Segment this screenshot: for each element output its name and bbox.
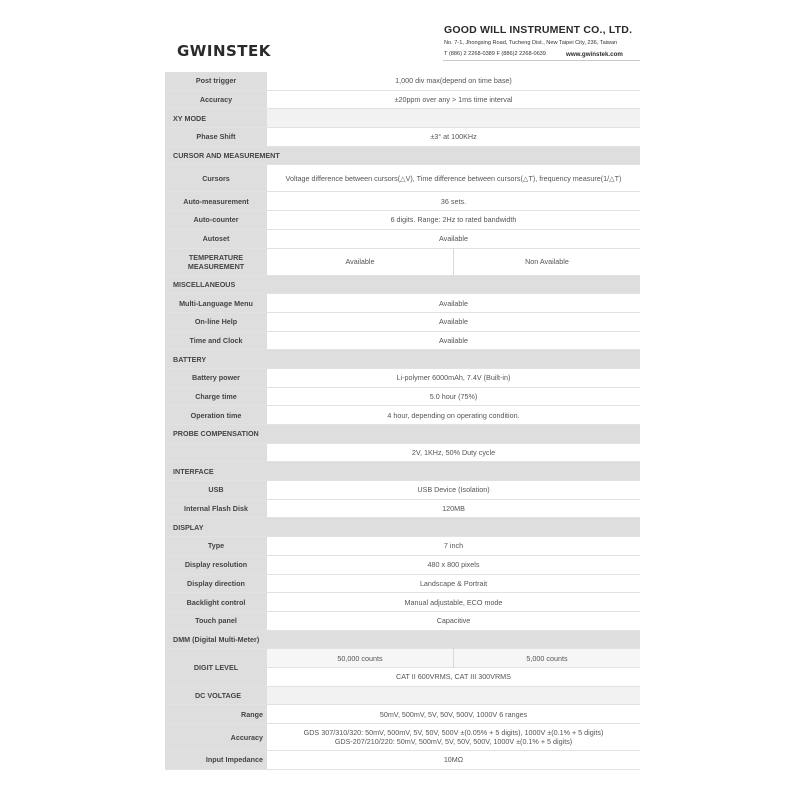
row-label: Internal Flash Disk xyxy=(165,499,267,518)
section-header xyxy=(165,109,640,128)
row-label: Phase Shift xyxy=(165,128,267,147)
table-row xyxy=(165,211,640,230)
table-row xyxy=(165,229,640,248)
table-row xyxy=(165,555,640,574)
table-row xyxy=(165,294,640,313)
section-header xyxy=(165,425,640,444)
row-value: ±20ppm over any > 1ms time interval xyxy=(267,90,640,109)
table-row xyxy=(165,574,640,593)
row-label: Display resolution xyxy=(165,555,267,574)
row-label: Type xyxy=(165,537,267,556)
row-value-line: GDS 307/310/320: 50mV, 500mV, 5V, 50V, 500V ±(0.05% + 5 digits), 1000V ±(0.1% + 5 digits) xyxy=(303,728,604,737)
row-label: Accuracy xyxy=(165,724,267,751)
row-label: Auto-measurement xyxy=(165,192,267,211)
table-row xyxy=(165,499,640,518)
row-value: 1,000 div max(depend on time base) xyxy=(267,72,640,90)
company-info xyxy=(444,24,644,57)
section-title: DC VOLTAGE xyxy=(165,686,267,705)
row-value: Available xyxy=(267,312,640,331)
section-header xyxy=(165,275,640,294)
row-value: USB Device (Isolation) xyxy=(267,481,640,500)
row-value: 10MΩ xyxy=(267,751,640,770)
table-row xyxy=(165,165,640,192)
row-value: Voltage difference between cursors(△V), Time difference between cursors(△T), frequency measure(1/△T) xyxy=(267,165,640,192)
row-label: On-line Help xyxy=(165,312,267,331)
table-row xyxy=(165,751,640,770)
header-rule xyxy=(443,60,640,61)
table-row xyxy=(165,537,640,556)
row-label: Backlight control xyxy=(165,593,267,612)
table-row xyxy=(165,387,640,406)
spec-table xyxy=(165,72,640,770)
row-value: 6 digits. Range: 2Hz to rated bandwidth xyxy=(267,211,640,230)
section-title: INTERFACE xyxy=(165,462,640,481)
section-header xyxy=(165,686,640,705)
row-value: Li-polymer 6000mAh, 7.4V (Built-in) xyxy=(267,368,640,387)
section-title: CURSOR AND MEASUREMENT xyxy=(165,146,640,165)
company-name: GOOD WILL INSTRUMENT CO., LTD. xyxy=(444,24,633,36)
section-title: XY MODE xyxy=(165,109,267,128)
row-label: USB xyxy=(165,481,267,500)
row-label: Autoset xyxy=(165,229,267,248)
row-label-empty xyxy=(165,443,267,462)
section-header xyxy=(165,350,640,369)
row-value xyxy=(267,724,640,751)
row-value: Manual adjustable, ECO mode xyxy=(267,593,640,612)
table-row xyxy=(165,443,640,462)
row-label: Multi-Language Menu xyxy=(165,294,267,313)
section-header xyxy=(165,518,640,537)
company-phone: T (886) 2 2268-0389 F (886)2 2268-0639 xyxy=(444,51,546,57)
row-label: Charge time xyxy=(165,387,267,406)
table-row xyxy=(165,72,640,90)
table-row xyxy=(165,705,640,724)
section-title: DMM (Digital Multi-Meter) xyxy=(165,630,640,649)
row-label: Battery power xyxy=(165,368,267,387)
table-row xyxy=(165,406,640,425)
row-value: 36 sets. xyxy=(267,192,640,211)
section-title: MISCELLANEOUS xyxy=(165,275,640,294)
row-value: CAT II 600VRMS, CAT III 300VRMS xyxy=(267,667,640,686)
table-row xyxy=(165,611,640,630)
row-value: 4 hour, depending on operating condition. xyxy=(267,406,640,425)
row-value: 5.0 hour (75%) xyxy=(267,387,640,406)
row-value: 2V, 1KHz, 50% Duty cycle xyxy=(267,443,640,462)
table-row xyxy=(165,593,640,612)
row-label: Post trigger xyxy=(165,72,267,90)
row-label: Range xyxy=(165,705,267,724)
row-label: DIGIT LEVEL xyxy=(165,649,267,686)
section-header xyxy=(165,630,640,649)
row-value: Available xyxy=(267,229,640,248)
section-header xyxy=(165,462,640,481)
table-row xyxy=(165,128,640,147)
row-label: Input Impedance xyxy=(165,751,267,770)
row-value: Landscape & Portrait xyxy=(267,574,640,593)
row-label: Cursors xyxy=(165,165,267,192)
gwinstek-logo: GWINSTEK xyxy=(177,42,271,60)
table-row xyxy=(165,331,640,350)
row-value: ±3° at 100KHz xyxy=(267,128,640,147)
row-value-line: GDS-207/210/220: 50mV, 500mV, 5V, 50V, 500V, 1000V ±(0.1% + 5 digits) xyxy=(334,737,573,746)
row-value: 7 inch xyxy=(267,537,640,556)
section-title: PROBE COMPENSATION xyxy=(165,425,640,444)
table-row xyxy=(165,649,640,668)
row-value: 480 x 800 pixels xyxy=(267,555,640,574)
table-row xyxy=(165,248,640,275)
row-label: Display direction xyxy=(165,574,267,593)
section-title: BATTERY xyxy=(165,350,640,369)
row-label: TEMPERATURE MEASUREMENT xyxy=(165,248,267,275)
row-value-right: Non Available xyxy=(454,248,641,275)
row-value: Capacitive xyxy=(267,611,640,630)
row-label: Auto-counter xyxy=(165,211,267,230)
row-value-right: 5,000 counts xyxy=(454,649,641,668)
table-row xyxy=(165,312,640,331)
company-address: No. 7-1, Jhongsing Road, Tucheng Dist., New Taipei City, 236, Taiwan xyxy=(444,40,618,46)
row-value: 120MB xyxy=(267,499,640,518)
row-label: Touch panel xyxy=(165,611,267,630)
row-value-left: Available xyxy=(267,248,454,275)
table-row xyxy=(165,368,640,387)
table-row xyxy=(165,481,640,500)
row-value-left: 50,000 counts xyxy=(267,649,454,668)
row-label: Time and Clock xyxy=(165,331,267,350)
row-value: Available xyxy=(267,294,640,313)
table-row xyxy=(165,90,640,109)
section-header xyxy=(165,146,640,165)
row-value: Available xyxy=(267,331,640,350)
table-row xyxy=(165,192,640,211)
row-label: Operation time xyxy=(165,406,267,425)
row-label: Accuracy xyxy=(165,90,267,109)
table-row xyxy=(165,724,640,751)
row-value: 50mV, 500mV, 5V, 50V, 500V, 1000V 6 ranges xyxy=(267,705,640,724)
company-website: www.gwinstek.com xyxy=(566,51,623,58)
section-title: DISPLAY xyxy=(165,518,640,537)
